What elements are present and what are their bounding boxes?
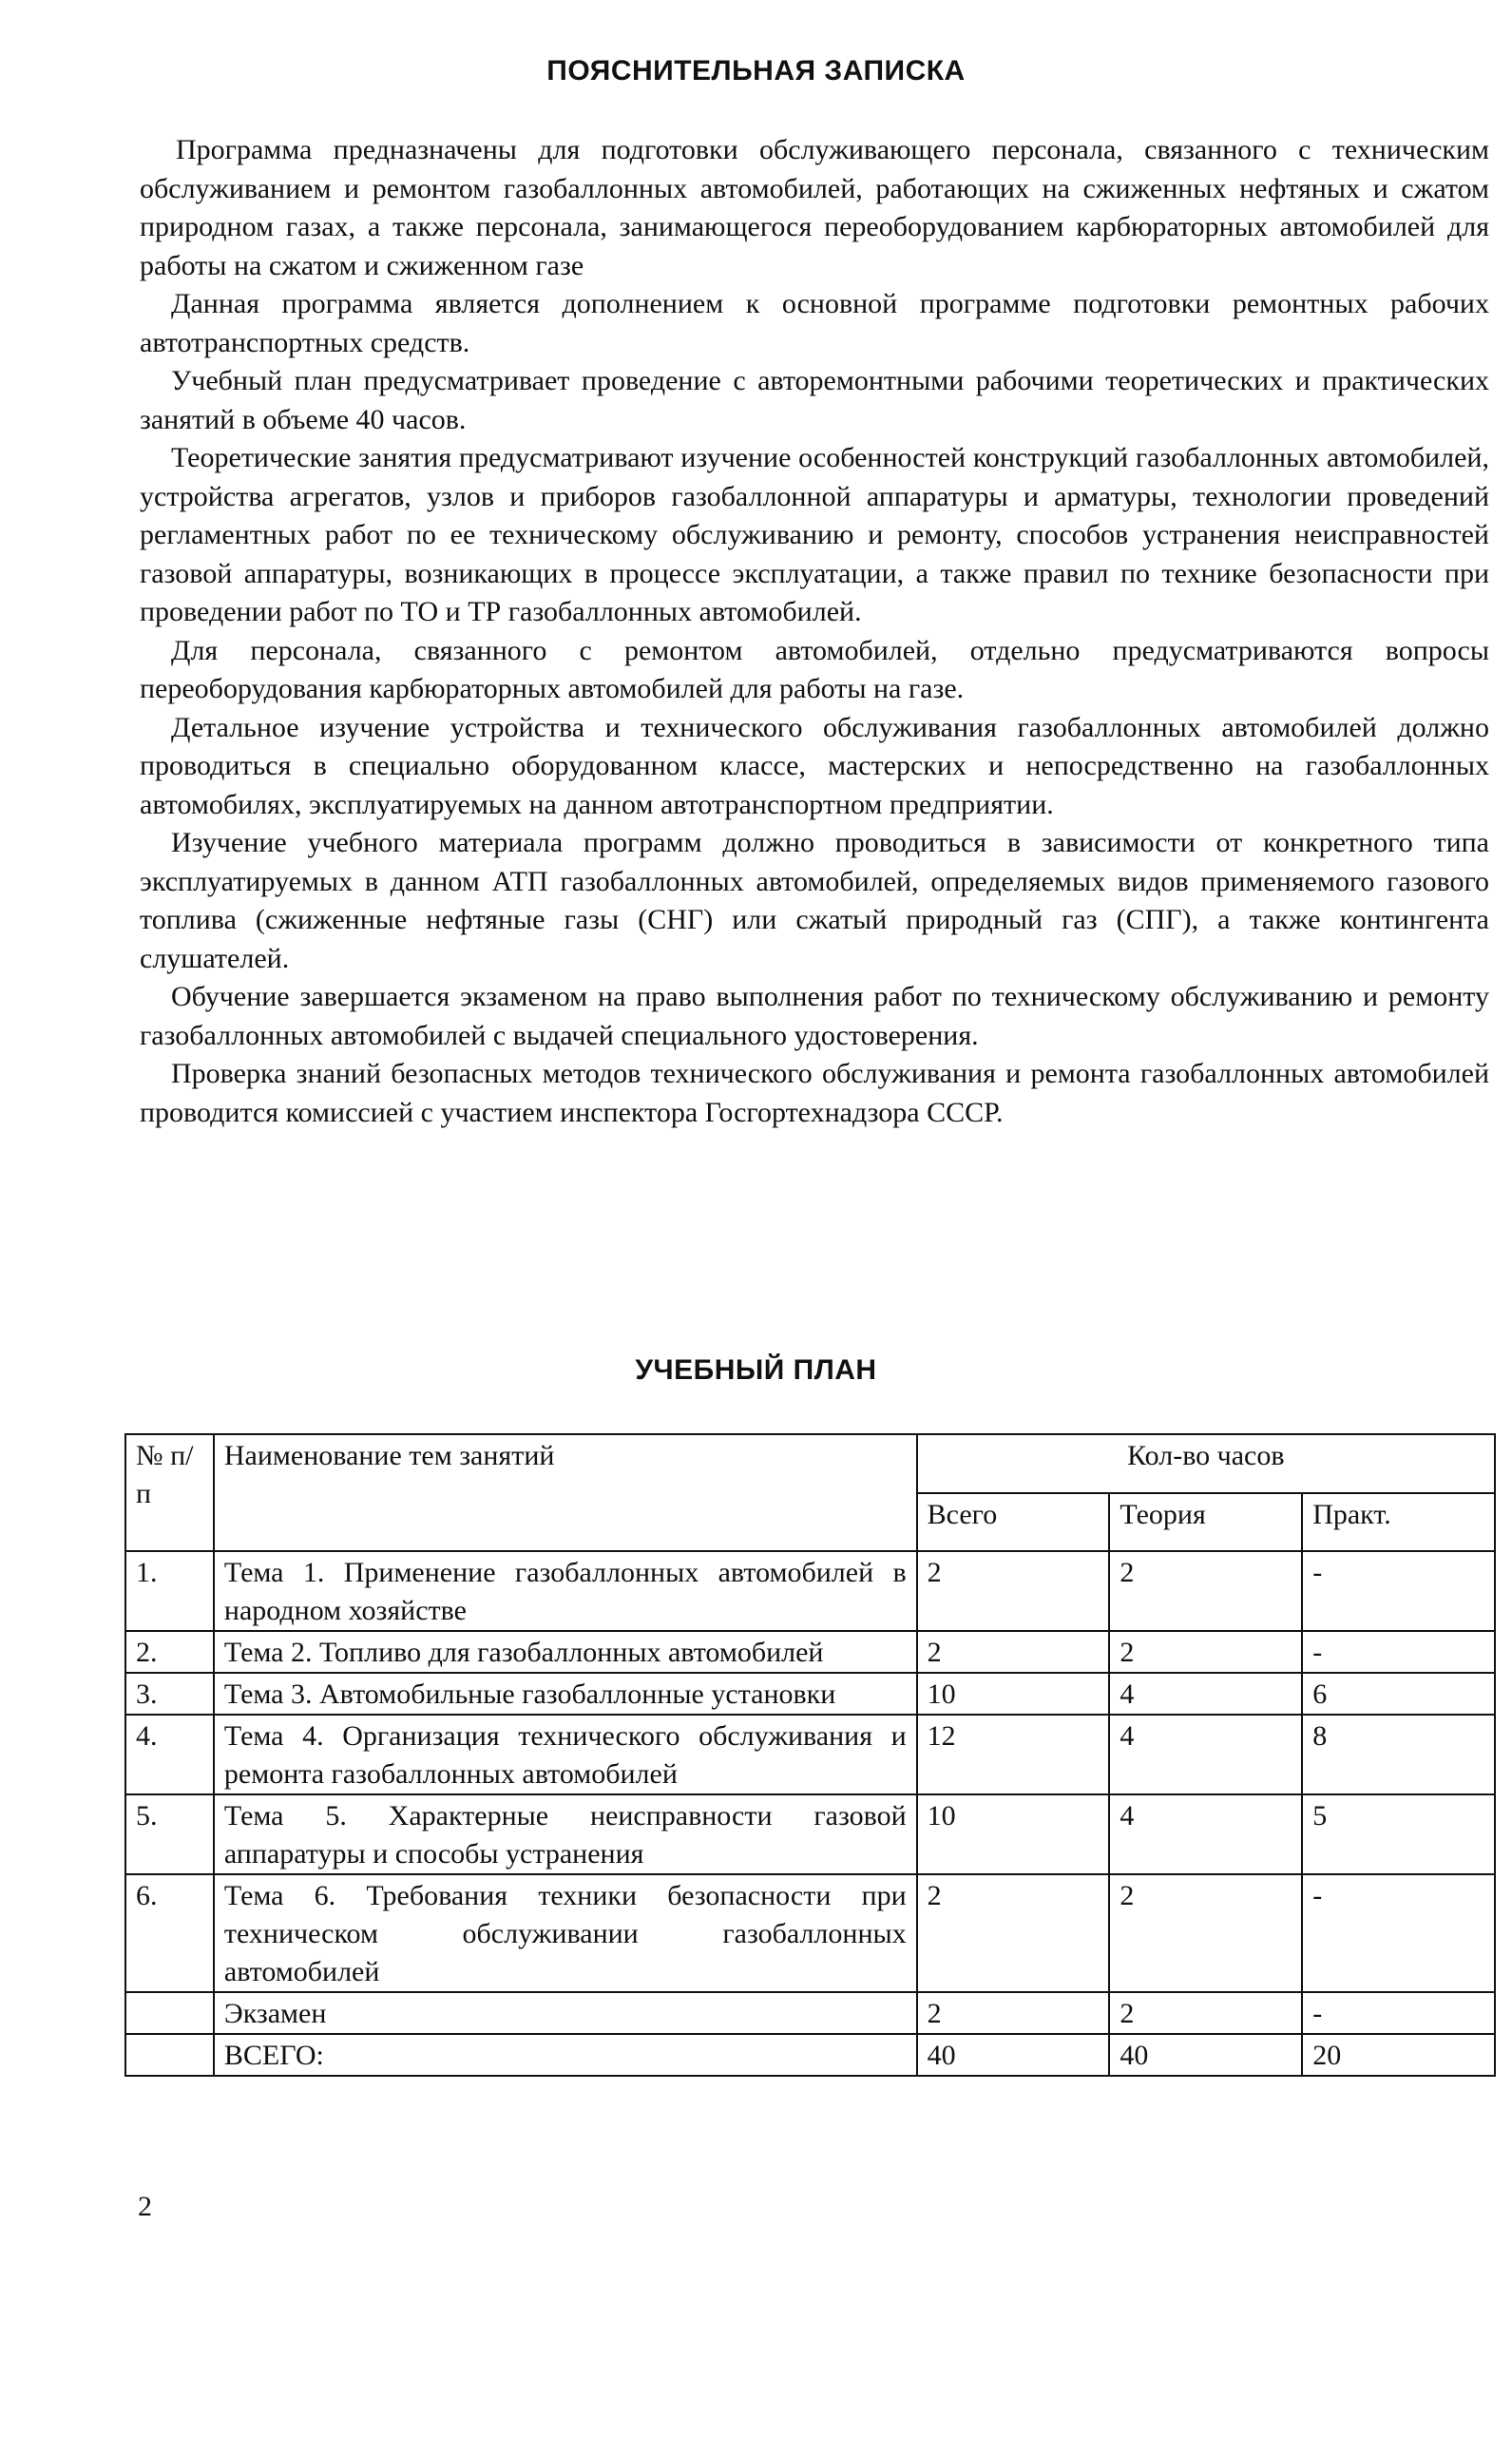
explanatory-note-body xyxy=(140,131,1489,1132)
row-practice: - xyxy=(1302,1551,1495,1631)
row-number xyxy=(125,2034,214,2076)
row-topic: Тема 3. Автомобильные газобаллонные установки xyxy=(214,1673,917,1715)
row-practice: - xyxy=(1302,1631,1495,1673)
row-practice: 6 xyxy=(1302,1673,1495,1715)
row-total: 10 xyxy=(917,1673,1110,1715)
note-paragraph-3: Учебный план предусматривает проведение с авторемонтными рабочими теоретических и практических занятий в объеме 40 часов. xyxy=(140,365,1489,435)
row-total: 2 xyxy=(917,1874,1110,1992)
row-number xyxy=(125,1992,214,2034)
study-plan-table xyxy=(124,1433,1496,2077)
row-number: 2. xyxy=(125,1631,214,1673)
row-number: 3. xyxy=(125,1673,214,1715)
row-total: 10 xyxy=(917,1794,1110,1874)
row-theory: 2 xyxy=(1109,1992,1302,2034)
study-plan-title: УЧЕБНЫЙ ПЛАН xyxy=(635,1354,877,1386)
row-number: 1. xyxy=(125,1551,214,1631)
note-paragraph-2: Данная программа является дополнением к основной программе подготовки ремонтных рабочих автотранспортных средств. xyxy=(140,288,1489,358)
row-topic: Тема 5. Характерные неисправности газовой аппаратуры и способы устранения xyxy=(214,1794,917,1874)
note-paragraph-1: Программа предназначены для подготовки обслуживающего персонала, связанного с техническим обслуживанием и ремонтом газобаллонных автомобилей, работающих на сжиженных нефтяных и сжатом природном газах, а также персонала, занимающегося переоборудованием карбюраторных автомобилей для работы на сжатом и сжиженном газе xyxy=(140,134,1489,281)
table-header-row xyxy=(125,1434,1495,1493)
row-number: 5. xyxy=(125,1794,214,1874)
row-practice: 8 xyxy=(1302,1715,1495,1794)
row-theory: 4 xyxy=(1109,1673,1302,1715)
row-total: 2 xyxy=(917,1631,1110,1673)
row-topic: Тема 6. Требования техники безопасности при техническом обслуживании газобаллонных автомобилей xyxy=(214,1874,917,1992)
explanatory-note-title: ПОЯСНИТЕЛЬНАЯ ЗАПИСКА xyxy=(546,55,966,86)
header-practice: Практ. xyxy=(1302,1493,1495,1552)
table-row xyxy=(125,1874,1495,1992)
row-total: 2 xyxy=(917,1992,1110,2034)
row-total: 40 xyxy=(917,2034,1110,2076)
row-total: 12 xyxy=(917,1715,1110,1794)
row-topic: Тема 4. Организация технического обслуживания и ремонта газобаллонных автомобилей xyxy=(214,1715,917,1794)
table-row xyxy=(125,1631,1495,1673)
table-row xyxy=(125,1715,1495,1794)
row-total: 2 xyxy=(917,1551,1110,1631)
note-paragraph-6: Детальное изучение устройства и технического обслуживания газобаллонных автомобилей должно проводиться в специально оборудованном классе, мастерских и непосредственно на газобаллонных автомобилях, эксплуатируемых на данном автотранспортном предприятии. xyxy=(140,711,1489,820)
row-practice: 5 xyxy=(1302,1794,1495,1874)
table-row-total xyxy=(125,2034,1495,2076)
header-total: Всего xyxy=(917,1493,1110,1552)
row-topic: Тема 2. Топливо для газобаллонных автомобилей xyxy=(214,1631,917,1673)
note-paragraph-5: Для персонала, связанного с ремонтом автомобилей, отдельно предусматриваются вопросы переоборудования карбюраторных автомобилей для работы на газе. xyxy=(140,634,1489,704)
row-number: 6. xyxy=(125,1874,214,1992)
header-topic-name: Наименование тем занятий xyxy=(214,1434,917,1551)
row-theory: 4 xyxy=(1109,1794,1302,1874)
note-paragraph-9: Проверка знаний безопасных методов технического обслуживания и ремонта газобаллонных автомобилей проводится комиссией с участием инспектора Госгортехнадзора СССР. xyxy=(140,1058,1489,1128)
row-topic: Тема 1. Применение газобаллонных автомобилей в народном хозяйстве xyxy=(214,1551,917,1631)
table-row xyxy=(125,1551,1495,1631)
table-row xyxy=(125,1794,1495,1874)
row-practice: - xyxy=(1302,1992,1495,2034)
table-row xyxy=(125,1673,1495,1715)
row-theory: 2 xyxy=(1109,1631,1302,1673)
row-theory: 2 xyxy=(1109,1874,1302,1992)
note-paragraph-8: Обучение завершается экзаменом на право выполнения работ по техническому обслуживанию и ремонту газобаллонных автомобилей с выдачей специального удостоверения. xyxy=(140,981,1489,1051)
row-practice: - xyxy=(1302,1874,1495,1992)
table-row-exam xyxy=(125,1992,1495,2034)
header-number: № п/п xyxy=(125,1434,214,1551)
row-topic: Экзамен xyxy=(214,1992,917,2034)
row-practice: 20 xyxy=(1302,2034,1495,2076)
row-theory: 40 xyxy=(1109,2034,1302,2076)
page-number: 2 xyxy=(138,2191,152,2222)
header-theory: Теория xyxy=(1109,1493,1302,1552)
row-topic: ВСЕГО: xyxy=(214,2034,917,2076)
note-paragraph-7: Изучение учебного материала программ должно проводиться в зависимости от конкретного типа эксплуатируемых в данном АТП газобаллонных автомобилей, определяемых видов применяемого газового топлива (сжиженные нефтяные газы (СНГ) или сжатый природный газ (СПГ), а также контингента слушателей. xyxy=(140,827,1489,974)
header-hours: Кол-во часов xyxy=(917,1434,1495,1493)
row-theory: 2 xyxy=(1109,1551,1302,1631)
row-number: 4. xyxy=(125,1715,214,1794)
row-theory: 4 xyxy=(1109,1715,1302,1794)
note-paragraph-4: Теоретические занятия предусматривают изучение особенностей конструкций газобаллонных автомобилей, устройства агрегатов, узлов и приборов газобаллонной аппаратуры и арматуры, технологии проведений регламентных работ по ее техническому обслуживанию и ремонту, способов устранения неисправностей газовой аппаратуры, возникающих в процессе эксплуатации, а также правил по технике безопасности при проведении работ по ТО и ТР газобаллонных автомобилей. xyxy=(140,442,1489,627)
